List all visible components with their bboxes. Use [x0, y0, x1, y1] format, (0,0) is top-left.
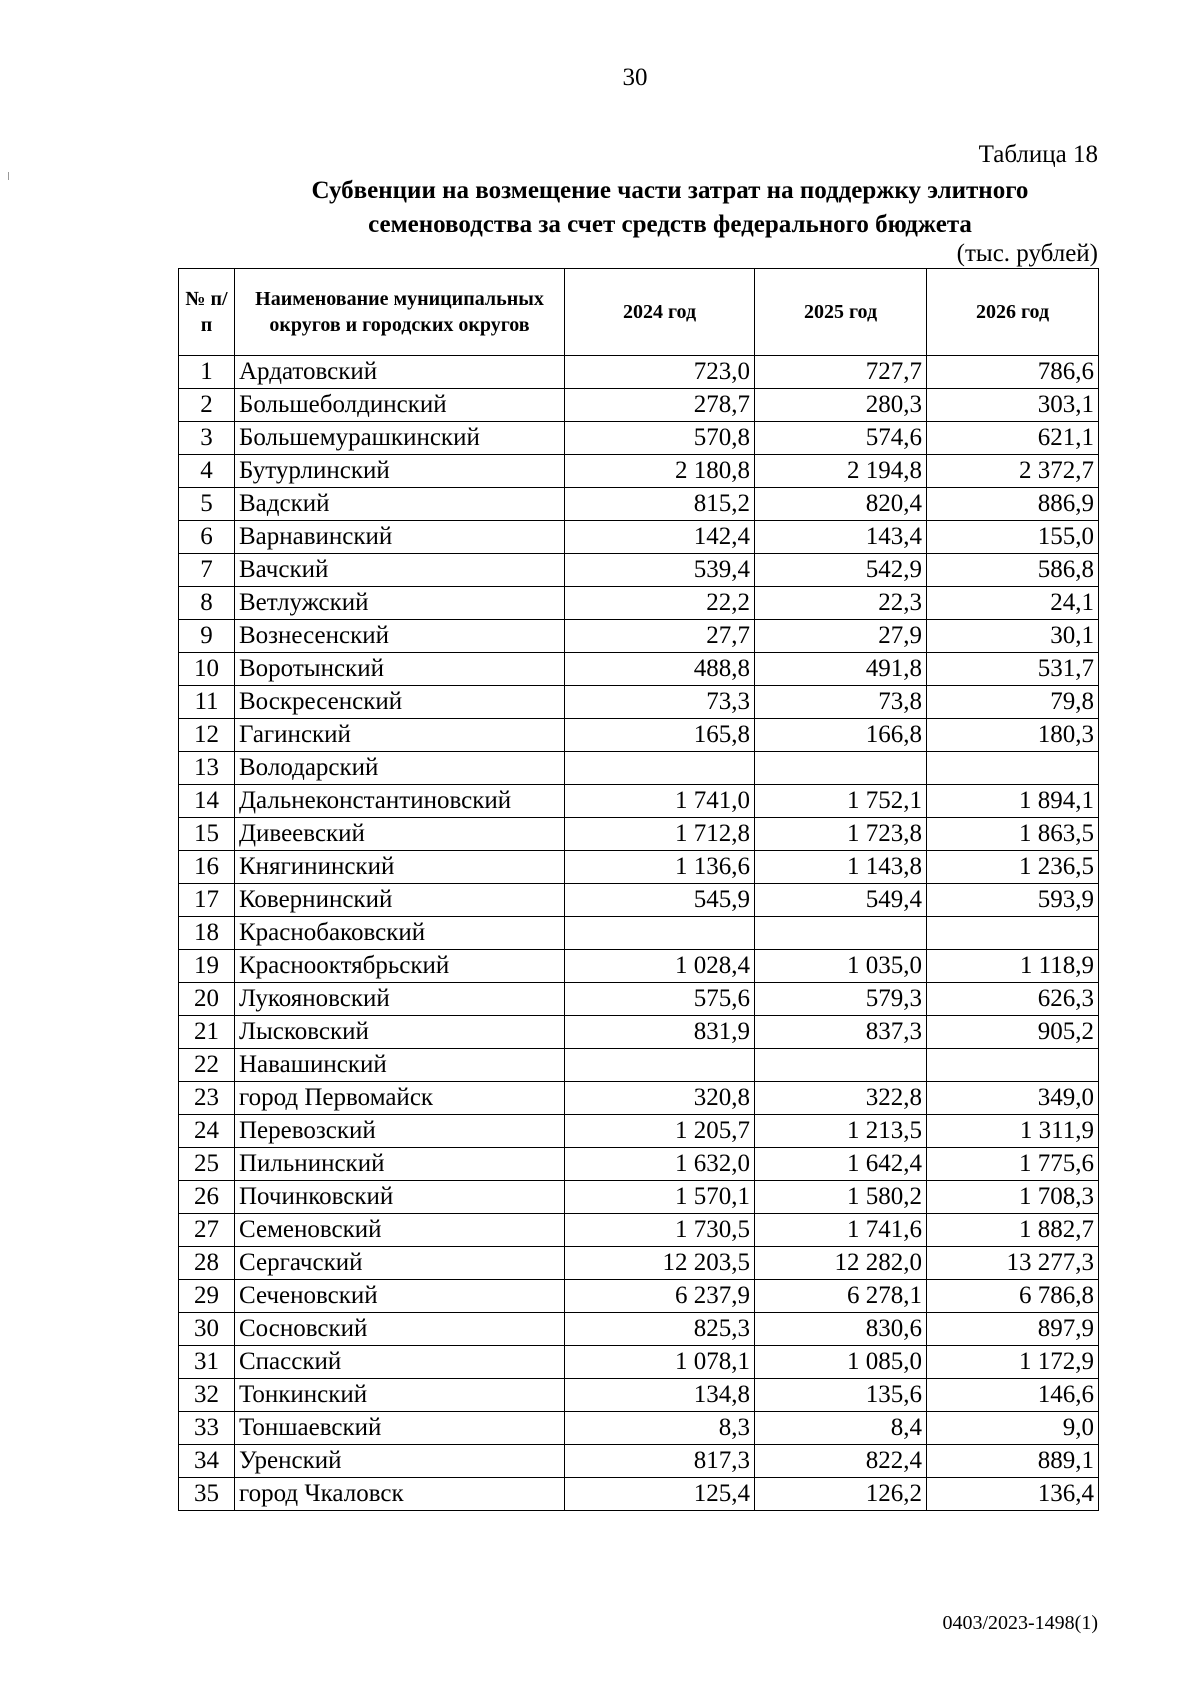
value-2024: 125,4	[565, 1478, 755, 1511]
value-2024: 1 205,7	[565, 1115, 755, 1148]
row-number: 35	[179, 1478, 235, 1511]
value-2025	[755, 752, 927, 785]
value-2024: 488,8	[565, 653, 755, 686]
value-2025: 27,9	[755, 620, 927, 653]
row-number: 16	[179, 851, 235, 884]
value-2025: 837,3	[755, 1016, 927, 1049]
district-name: Вачский	[235, 554, 565, 587]
table-row	[179, 521, 1099, 554]
row-number: 1	[179, 356, 235, 389]
district-name: Уренский	[235, 1445, 565, 1478]
page-number: 30	[622, 64, 648, 91]
value-2024: 134,8	[565, 1379, 755, 1412]
table-row	[179, 1346, 1099, 1379]
row-number: 22	[179, 1049, 235, 1082]
value-2024: 1 741,0	[565, 785, 755, 818]
value-2024: 1 730,5	[565, 1214, 755, 1247]
value-2026: 303,1	[927, 389, 1099, 422]
row-number: 27	[179, 1214, 235, 1247]
value-2025: 491,8	[755, 653, 927, 686]
table-row	[179, 818, 1099, 851]
value-2026: 1 775,6	[927, 1148, 1099, 1181]
value-2025: 1 723,8	[755, 818, 927, 851]
row-number: 12	[179, 719, 235, 752]
value-2024: 2 180,8	[565, 455, 755, 488]
value-2026: 897,9	[927, 1313, 1099, 1346]
district-name: город Первомайск	[235, 1082, 565, 1115]
title-line-1: Субвенции на возмещение части затрат на поддержку элитного	[311, 177, 1029, 204]
row-number: 5	[179, 488, 235, 521]
value-2025: 549,4	[755, 884, 927, 917]
table-row	[179, 851, 1099, 884]
value-2025: 1 580,2	[755, 1181, 927, 1214]
value-2026: 786,6	[927, 356, 1099, 389]
row-number: 34	[179, 1445, 235, 1478]
district-name: Сергачский	[235, 1247, 565, 1280]
value-2025: 280,3	[755, 389, 927, 422]
row-number: 24	[179, 1115, 235, 1148]
value-2025: 2 194,8	[755, 455, 927, 488]
value-2024	[565, 752, 755, 785]
value-2024: 539,4	[565, 554, 755, 587]
district-name: Лысковский	[235, 1016, 565, 1049]
header-name: Наименование муниципальных округов и городских округов	[235, 269, 565, 356]
value-2024: 1 632,0	[565, 1148, 755, 1181]
value-2025	[755, 1049, 927, 1082]
value-2026: 2 372,7	[927, 455, 1099, 488]
value-2025: 822,4	[755, 1445, 927, 1478]
district-name: город Чкаловск	[235, 1478, 565, 1511]
district-name: Вадский	[235, 488, 565, 521]
value-2026: 30,1	[927, 620, 1099, 653]
value-2024: 1 712,8	[565, 818, 755, 851]
document-code: 0403/2023-1498(1)	[942, 1612, 1098, 1634]
table-row	[179, 389, 1099, 422]
table-row	[179, 554, 1099, 587]
value-2026: 531,7	[927, 653, 1099, 686]
units-label: (тыс. рублей)	[956, 240, 1098, 267]
row-number: 2	[179, 389, 235, 422]
value-2024: 73,3	[565, 686, 755, 719]
district-name: Дивеевский	[235, 818, 565, 851]
row-number: 10	[179, 653, 235, 686]
row-number: 20	[179, 983, 235, 1016]
table-row	[179, 1082, 1099, 1115]
value-2024: 1 028,4	[565, 950, 755, 983]
row-number: 30	[179, 1313, 235, 1346]
value-2026: 24,1	[927, 587, 1099, 620]
value-2024: 6 237,9	[565, 1280, 755, 1313]
district-name: Тоншаевский	[235, 1412, 565, 1445]
value-2025: 574,6	[755, 422, 927, 455]
document-title	[150, 174, 1190, 242]
row-number: 7	[179, 554, 235, 587]
table-row	[179, 455, 1099, 488]
value-2025: 1 213,5	[755, 1115, 927, 1148]
table-row	[179, 1214, 1099, 1247]
table-row	[179, 1049, 1099, 1082]
row-number: 18	[179, 917, 235, 950]
value-2026: 1 172,9	[927, 1346, 1099, 1379]
district-name: Ковернинский	[235, 884, 565, 917]
district-name: Пильнинский	[235, 1148, 565, 1181]
district-name: Краснобаковский	[235, 917, 565, 950]
value-2025: 73,8	[755, 686, 927, 719]
value-2025: 1 752,1	[755, 785, 927, 818]
row-number: 17	[179, 884, 235, 917]
value-2024: 12 203,5	[565, 1247, 755, 1280]
table-row	[179, 422, 1099, 455]
value-2026: 889,1	[927, 1445, 1099, 1478]
row-number: 31	[179, 1346, 235, 1379]
value-2025: 1 741,6	[755, 1214, 927, 1247]
district-name: Княгининский	[235, 851, 565, 884]
district-name: Бутурлинский	[235, 455, 565, 488]
table-row	[179, 719, 1099, 752]
value-2025: 579,3	[755, 983, 927, 1016]
row-number: 11	[179, 686, 235, 719]
district-name: Вознесенский	[235, 620, 565, 653]
district-name: Сосновский	[235, 1313, 565, 1346]
table-row	[179, 1016, 1099, 1049]
district-name: Большеболдинский	[235, 389, 565, 422]
table-row	[179, 1280, 1099, 1313]
value-2024: 570,8	[565, 422, 755, 455]
table-row	[179, 488, 1099, 521]
table-row	[179, 1478, 1099, 1511]
value-2025: 22,3	[755, 587, 927, 620]
value-2024: 723,0	[565, 356, 755, 389]
row-number: 14	[179, 785, 235, 818]
value-2025: 143,4	[755, 521, 927, 554]
table-row	[179, 1148, 1099, 1181]
header-2025: 2025 год	[755, 269, 927, 356]
table-row	[179, 917, 1099, 950]
table-body	[179, 356, 1099, 1511]
value-2026	[927, 752, 1099, 785]
value-2024: 1 570,1	[565, 1181, 755, 1214]
row-number: 15	[179, 818, 235, 851]
value-2026: 586,8	[927, 554, 1099, 587]
value-2026: 905,2	[927, 1016, 1099, 1049]
value-2026: 621,1	[927, 422, 1099, 455]
row-number: 6	[179, 521, 235, 554]
margin-mark	[8, 172, 9, 180]
district-name: Гагинский	[235, 719, 565, 752]
row-number: 23	[179, 1082, 235, 1115]
value-2026: 6 786,8	[927, 1280, 1099, 1313]
value-2026: 349,0	[927, 1082, 1099, 1115]
row-number: 33	[179, 1412, 235, 1445]
value-2026: 1 311,9	[927, 1115, 1099, 1148]
value-2024: 142,4	[565, 521, 755, 554]
value-2026: 593,9	[927, 884, 1099, 917]
value-2026: 155,0	[927, 521, 1099, 554]
district-name: Воротынский	[235, 653, 565, 686]
value-2025: 1 143,8	[755, 851, 927, 884]
subsidy-table	[178, 268, 1099, 1511]
value-2024: 22,2	[565, 587, 755, 620]
value-2025: 12 282,0	[755, 1247, 927, 1280]
table-row	[179, 884, 1099, 917]
district-name: Спасский	[235, 1346, 565, 1379]
row-number: 19	[179, 950, 235, 983]
value-2025: 830,6	[755, 1313, 927, 1346]
value-2024	[565, 1049, 755, 1082]
header-2026: 2026 год	[927, 269, 1099, 356]
value-2026: 626,3	[927, 983, 1099, 1016]
value-2026: 1 882,7	[927, 1214, 1099, 1247]
value-2025: 1 085,0	[755, 1346, 927, 1379]
value-2026	[927, 917, 1099, 950]
value-2025: 126,2	[755, 1478, 927, 1511]
row-number: 3	[179, 422, 235, 455]
district-name: Ветлужский	[235, 587, 565, 620]
table-header-row	[179, 269, 1099, 356]
row-number: 26	[179, 1181, 235, 1214]
table-row	[179, 587, 1099, 620]
value-2025: 820,4	[755, 488, 927, 521]
district-name: Дальнеконстантиновский	[235, 785, 565, 818]
table-row	[179, 950, 1099, 983]
district-name: Сеченовский	[235, 1280, 565, 1313]
value-2025: 1 035,0	[755, 950, 927, 983]
row-number: 25	[179, 1148, 235, 1181]
row-number: 4	[179, 455, 235, 488]
district-name: Большемурашкинский	[235, 422, 565, 455]
value-2026: 1 236,5	[927, 851, 1099, 884]
value-2024: 545,9	[565, 884, 755, 917]
district-name: Семеновский	[235, 1214, 565, 1247]
value-2024: 825,3	[565, 1313, 755, 1346]
table-row	[179, 785, 1099, 818]
district-name: Перевозский	[235, 1115, 565, 1148]
value-2024: 1 136,6	[565, 851, 755, 884]
value-2024: 27,7	[565, 620, 755, 653]
district-name: Воскресенский	[235, 686, 565, 719]
row-number: 28	[179, 1247, 235, 1280]
value-2026: 13 277,3	[927, 1247, 1099, 1280]
value-2026: 79,8	[927, 686, 1099, 719]
district-name: Лукояновский	[235, 983, 565, 1016]
value-2026: 886,9	[927, 488, 1099, 521]
value-2026: 9,0	[927, 1412, 1099, 1445]
value-2025: 727,7	[755, 356, 927, 389]
table-row	[179, 1247, 1099, 1280]
value-2025: 135,6	[755, 1379, 927, 1412]
row-number: 8	[179, 587, 235, 620]
district-name: Тонкинский	[235, 1379, 565, 1412]
value-2025: 322,8	[755, 1082, 927, 1115]
row-number: 32	[179, 1379, 235, 1412]
table-row	[179, 983, 1099, 1016]
value-2024	[565, 917, 755, 950]
value-2026: 1 894,1	[927, 785, 1099, 818]
district-name: Навашинский	[235, 1049, 565, 1082]
value-2025: 542,9	[755, 554, 927, 587]
table-row	[179, 1412, 1099, 1445]
value-2025	[755, 917, 927, 950]
value-2024: 8,3	[565, 1412, 755, 1445]
table-row	[179, 1445, 1099, 1478]
district-name: Починковский	[235, 1181, 565, 1214]
value-2026	[927, 1049, 1099, 1082]
value-2024: 1 078,1	[565, 1346, 755, 1379]
table-row	[179, 752, 1099, 785]
value-2025: 6 278,1	[755, 1280, 927, 1313]
value-2024: 320,8	[565, 1082, 755, 1115]
table-row	[179, 1379, 1099, 1412]
value-2026: 136,4	[927, 1478, 1099, 1511]
table-row	[179, 356, 1099, 389]
table-label: Таблица 18	[978, 141, 1098, 168]
table-row	[179, 620, 1099, 653]
value-2025: 166,8	[755, 719, 927, 752]
header-num: № п/п	[179, 269, 235, 356]
value-2026: 180,3	[927, 719, 1099, 752]
value-2024: 165,8	[565, 719, 755, 752]
header-2024: 2024 год	[565, 269, 755, 356]
row-number: 21	[179, 1016, 235, 1049]
value-2024: 817,3	[565, 1445, 755, 1478]
row-number: 13	[179, 752, 235, 785]
value-2024: 815,2	[565, 488, 755, 521]
table-row	[179, 1115, 1099, 1148]
value-2024: 278,7	[565, 389, 755, 422]
value-2024: 575,6	[565, 983, 755, 1016]
table-row	[179, 1181, 1099, 1214]
value-2024: 831,9	[565, 1016, 755, 1049]
value-2025: 8,4	[755, 1412, 927, 1445]
row-number: 9	[179, 620, 235, 653]
value-2025: 1 642,4	[755, 1148, 927, 1181]
title-line-2: семеноводства за счет средств федерального бюджета	[368, 211, 972, 238]
district-name: Краснооктябрьский	[235, 950, 565, 983]
row-number: 29	[179, 1280, 235, 1313]
value-2026: 1 118,9	[927, 950, 1099, 983]
district-name: Варнавинский	[235, 521, 565, 554]
value-2026: 1 708,3	[927, 1181, 1099, 1214]
district-name: Ардатовский	[235, 356, 565, 389]
table-row	[179, 653, 1099, 686]
value-2026: 1 863,5	[927, 818, 1099, 851]
table-row	[179, 686, 1099, 719]
value-2026: 146,6	[927, 1379, 1099, 1412]
district-name: Володарский	[235, 752, 565, 785]
table-row	[179, 1313, 1099, 1346]
